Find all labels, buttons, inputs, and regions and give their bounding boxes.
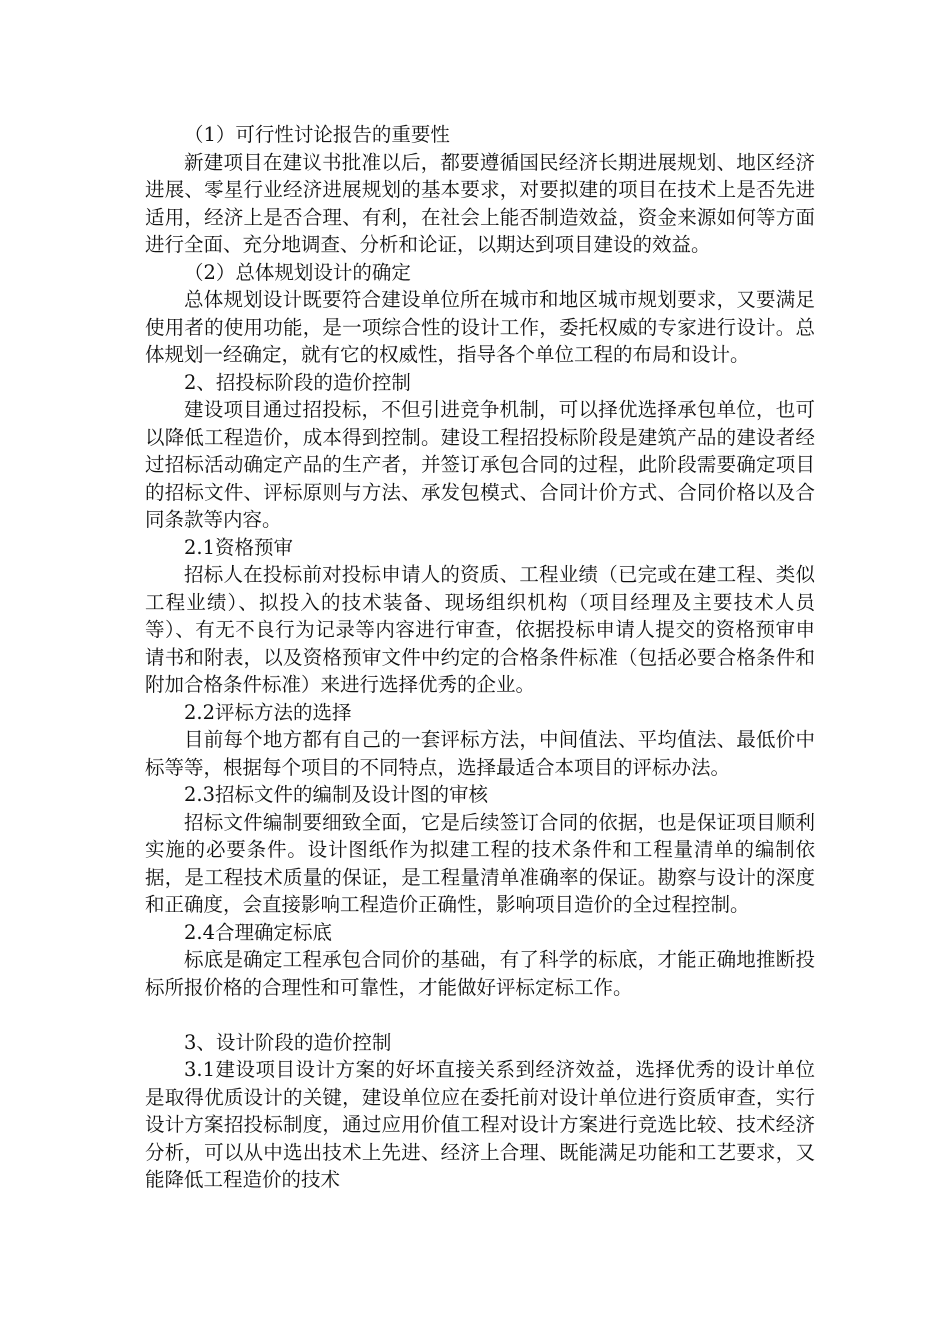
section-heading: 2.1资格预审: [184, 535, 294, 559]
section-heading: 2.3招标文件的编制及设计图的审核: [184, 783, 489, 806]
paragraph: 标底是确定工程承包合同价的基础，有了科学的标底，才能正确地推断投标所报价格的合理性和可靠性，才能做好评标定标工作。: [145, 948, 815, 999]
section-heading: 2.4合理确定标底: [184, 920, 333, 944]
section-heading: 2、招投标阶段的造价控制: [184, 370, 411, 394]
section-heading: （1）可行性讨论报告的重要性: [184, 123, 450, 146]
paragraph: 建设项目通过招投标，不但引进竞争机制，可以择优选择承包单位，也可以降低工程造价，成本得到控制。建设工程招投标阶段是建筑产品的建设者经过招标活动确定产品的生产者，并签订承包合同的过程，此阶段需要确定项目的招标文件、评标原则与方法、承发包模式、合同计价方式、合同价格以及合同条款等内容。: [145, 398, 815, 531]
blank-line: [145, 1001, 815, 1029]
section-heading: 2.2评标方法的选择: [184, 700, 352, 724]
paragraph: 3.1建设项目设计方案的好坏直接关系到经济效益，选择优秀的设计单位是取得优质设计的关键，建设单位应在委托前对设计单位进行资质审查，实行设计方案招投标制度，通过应用价值工程对设计方案进行竞选比较、技术经济分析，可以从中选出技术上先进、经济上合理、既能满足功能和工艺要求，又能降低工程造价的技术: [145, 1058, 815, 1191]
paragraph: 招标人在投标前对投标申请人的资质、工程业绩（已完或在建工程、类似工程业绩）、拟投入的技术装备、现场组织机构（项目经理及主要技术人员等）、有无不良行为记录等内容进行审查，依据投标申请人提交的资格预审申请书和附表，以及资格预审文件中约定的合格条件标准（包括必要合格条件和附加合格条件标准）来进行选择优秀的企业。: [145, 563, 815, 696]
paragraph: 新建项目在建议书批准以后，都要遵循国民经济长期进展规划、地区经济进展、零星行业经济进展规划的基本要求，对要拟建的项目在技术上是否先进适用，经济上是否合理、有利，在社会上能否制造效益，资金来源如何等方面进行全面、充分地调查、分析和论证，以期达到项目建设的效益。: [145, 150, 815, 256]
section-heading: 3、设计阶段的造价控制: [184, 1030, 392, 1054]
paragraph: 招标文件编制要细致全面，它是后续签订合同的依据，也是保证项目顺利实施的必要条件。设计图纸作为拟建工程的技术条件和工程量清单的编制依据，是工程技术质量的保证，是工程量清单准确率的保证。勘察与设计的深度和正确度，会直接影响工程造价正确性，影响项目造价的全过程控制。: [145, 810, 815, 916]
paragraph: 目前每个地方都有自己的一套评标方法，中间值法、平均值法、最低价中标等等，根据每个项目的不同特点，选择最适合本项目的评标办法。: [145, 728, 815, 779]
paragraph: 总体规划设计既要符合建设单位所在城市和地区城市规划要求，又要满足使用者的使用功能，是一项综合性的设计工作，委托权威的专家进行设计。总体规划一经确定，就有它的权威性，指导各个单位工程的布局和设计。: [145, 288, 815, 366]
section-heading: （2）总体规划设计的确定: [184, 260, 411, 284]
document-body: [145, 121, 815, 1194]
